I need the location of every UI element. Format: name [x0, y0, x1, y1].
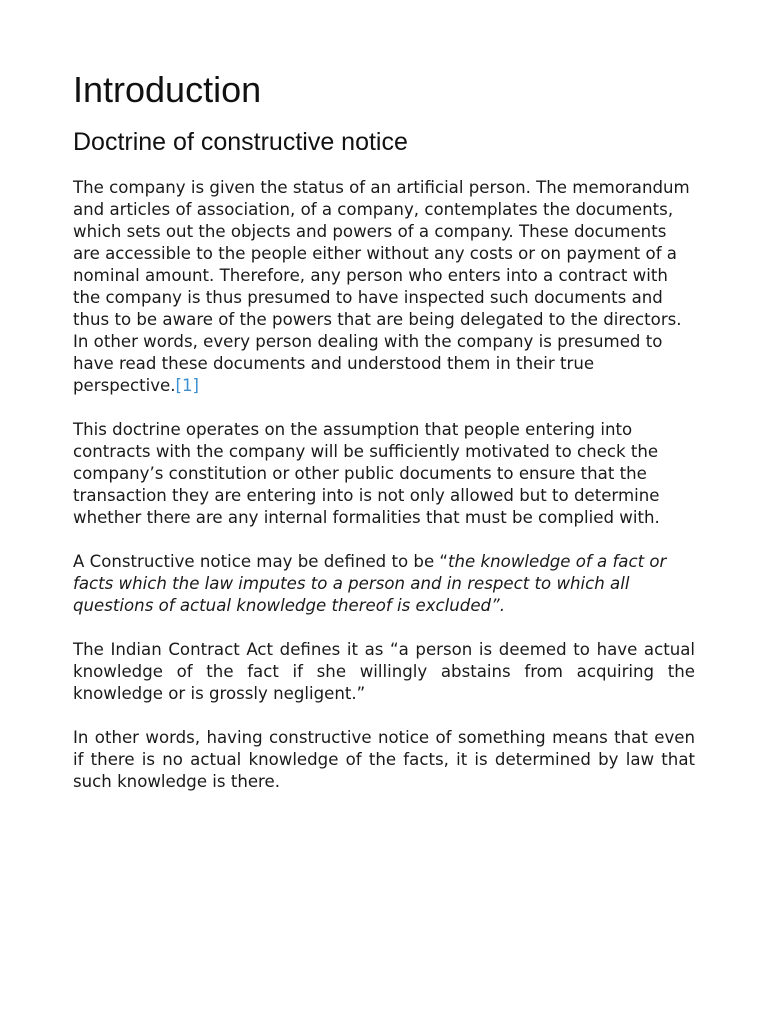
definition-quote: the knowledge of a fact or facts which the law imputes to a person and in respect to which all questions of actual knowledge thereof is excluded — [73, 552, 667, 615]
paragraph-artificial-person — [73, 177, 695, 397]
page-title: Introduction — [73, 69, 262, 110]
section-heading: Doctrine of constructive notice — [73, 128, 408, 156]
paragraph-definition — [73, 551, 695, 617]
definition-tail: ”. — [491, 596, 505, 615]
definition-lead: A Constructive notice may be defined to be “ — [73, 552, 449, 571]
paragraph-in-other-words: In other words, having constructive notice of something means that even if there is no actual knowledge of the facts, it is determined by law that such knowledge is there. — [73, 728, 695, 791]
document-page — [73, 68, 695, 815]
paragraph-contract-act: The Indian Contract Act defines it as “a person is deemed to have actual knowledge of the fact if she willingly abstains from acquiring the knowledge or is grossly negligent.” — [73, 640, 695, 703]
footnote-link[interactable]: [1] — [175, 376, 200, 395]
paragraph-text: The company is given the status of an artificial person. The memorandum and articles of association, of a company, contemplates the documents, which sets out the objects and powers of a company. These documents are accessible to the people either without any costs or on payment of a nominal amount. Therefore, any person who enters into a contract with the company is thus presumed to have inspected such documents and thus to be aware of the powers that are being delegated to the directors. In other words, every person dealing with the company is presumed to have read these documents and understood them in their true perspective. — [73, 178, 690, 395]
paragraph-doctrine-assumption: This doctrine operates on the assumption that people entering into contracts with the company will be sufficiently motivated to check the company’s constitution or other public documents to ensure that the transaction they are entering into is not only allowed but to determine whether there are any internal formalities that must be complied with. — [73, 420, 660, 527]
